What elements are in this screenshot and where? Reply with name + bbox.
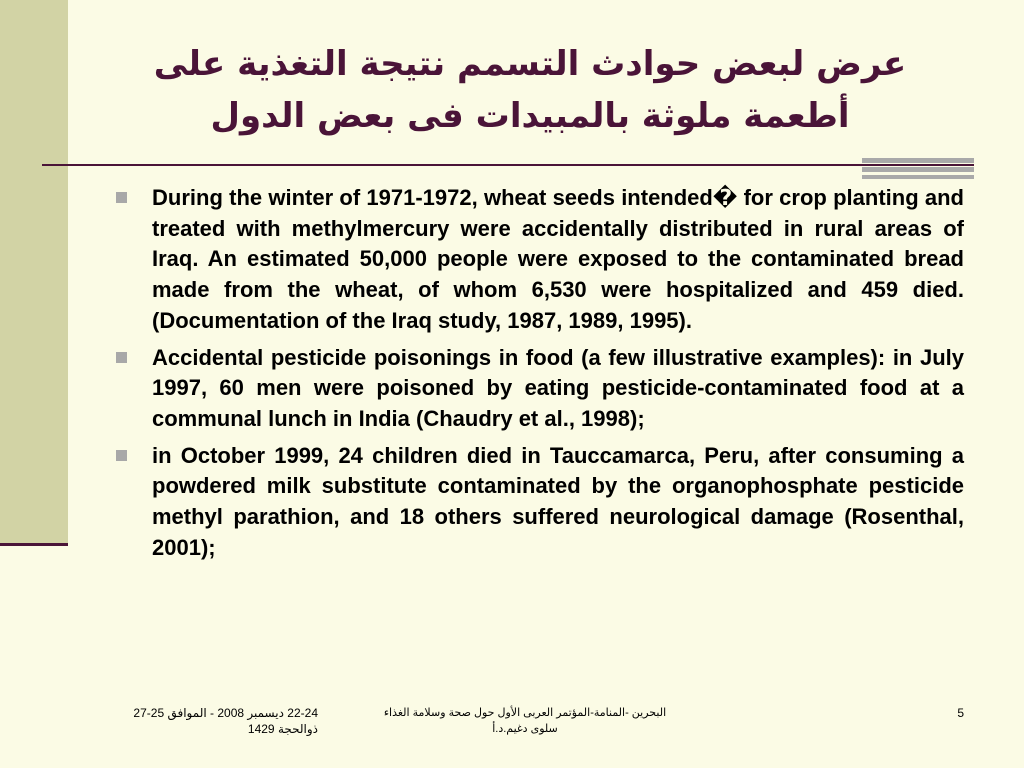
slide-title <box>90 38 970 142</box>
side-band <box>0 0 68 545</box>
bullet-text: During the winter of 1971-1972, wheat seeds intended� for crop planting and treated with methylmercury were accidentally distributed in rural areas of Iraq. An estimated 50,000 people were exposed to the contaminated bread made from the wheat, of whom 6,530 were hospitalized and 459 died. (Documentation of the Iraq study, 1987, 1989, 1995). <box>152 185 964 333</box>
bullet-text: Accidental pesticide poisonings in food (a few illustrative examples): in July 1997, 60 men were poisoned by eating pesticide-contaminated food at a communal lunch in India (Chaudry et al., 1998); <box>152 344 964 431</box>
footer-event <box>360 705 690 737</box>
square-bullet-icon <box>116 352 127 363</box>
side-accent-line <box>0 543 68 546</box>
bullet-item <box>112 441 964 564</box>
bullet-list <box>112 183 964 569</box>
footer-date <box>108 705 318 737</box>
square-bullet-icon <box>116 450 127 461</box>
title-divider <box>42 164 974 166</box>
square-bullet-icon <box>116 192 127 203</box>
page-number: 5 <box>957 706 964 720</box>
footer-event-line-2: سلوى دغيم.د.أ <box>492 723 558 735</box>
title-line-1: عرض لبعض حوادث التسمم نتيجة التغذية على <box>153 44 907 84</box>
footer-event-line-1: البحرين -المنامة-المؤتمر العربى الأول حول صحة وسلامة الغذاء <box>383 707 667 719</box>
decorative-bars <box>862 158 974 179</box>
title-line-2: أطعمة ملوثة بالمبيدات فى بعض الدول <box>210 96 850 136</box>
bullet-item <box>112 183 964 337</box>
bullet-item <box>112 343 964 435</box>
bullet-text: in October 1999, 24 children died in Tauccamarca, Peru, after consuming a powdered milk substitute contaminated by the organophosphate pesticide methyl parathion, and 18 others suffered neurological damage (Rosenthal, 2001); <box>152 442 964 560</box>
footer-date-line-1: 22-24 ديسمبر 2008 - الموافق 25-27 <box>133 706 318 720</box>
footer-date-line-2: ذوالحجة 1429 <box>247 722 318 736</box>
